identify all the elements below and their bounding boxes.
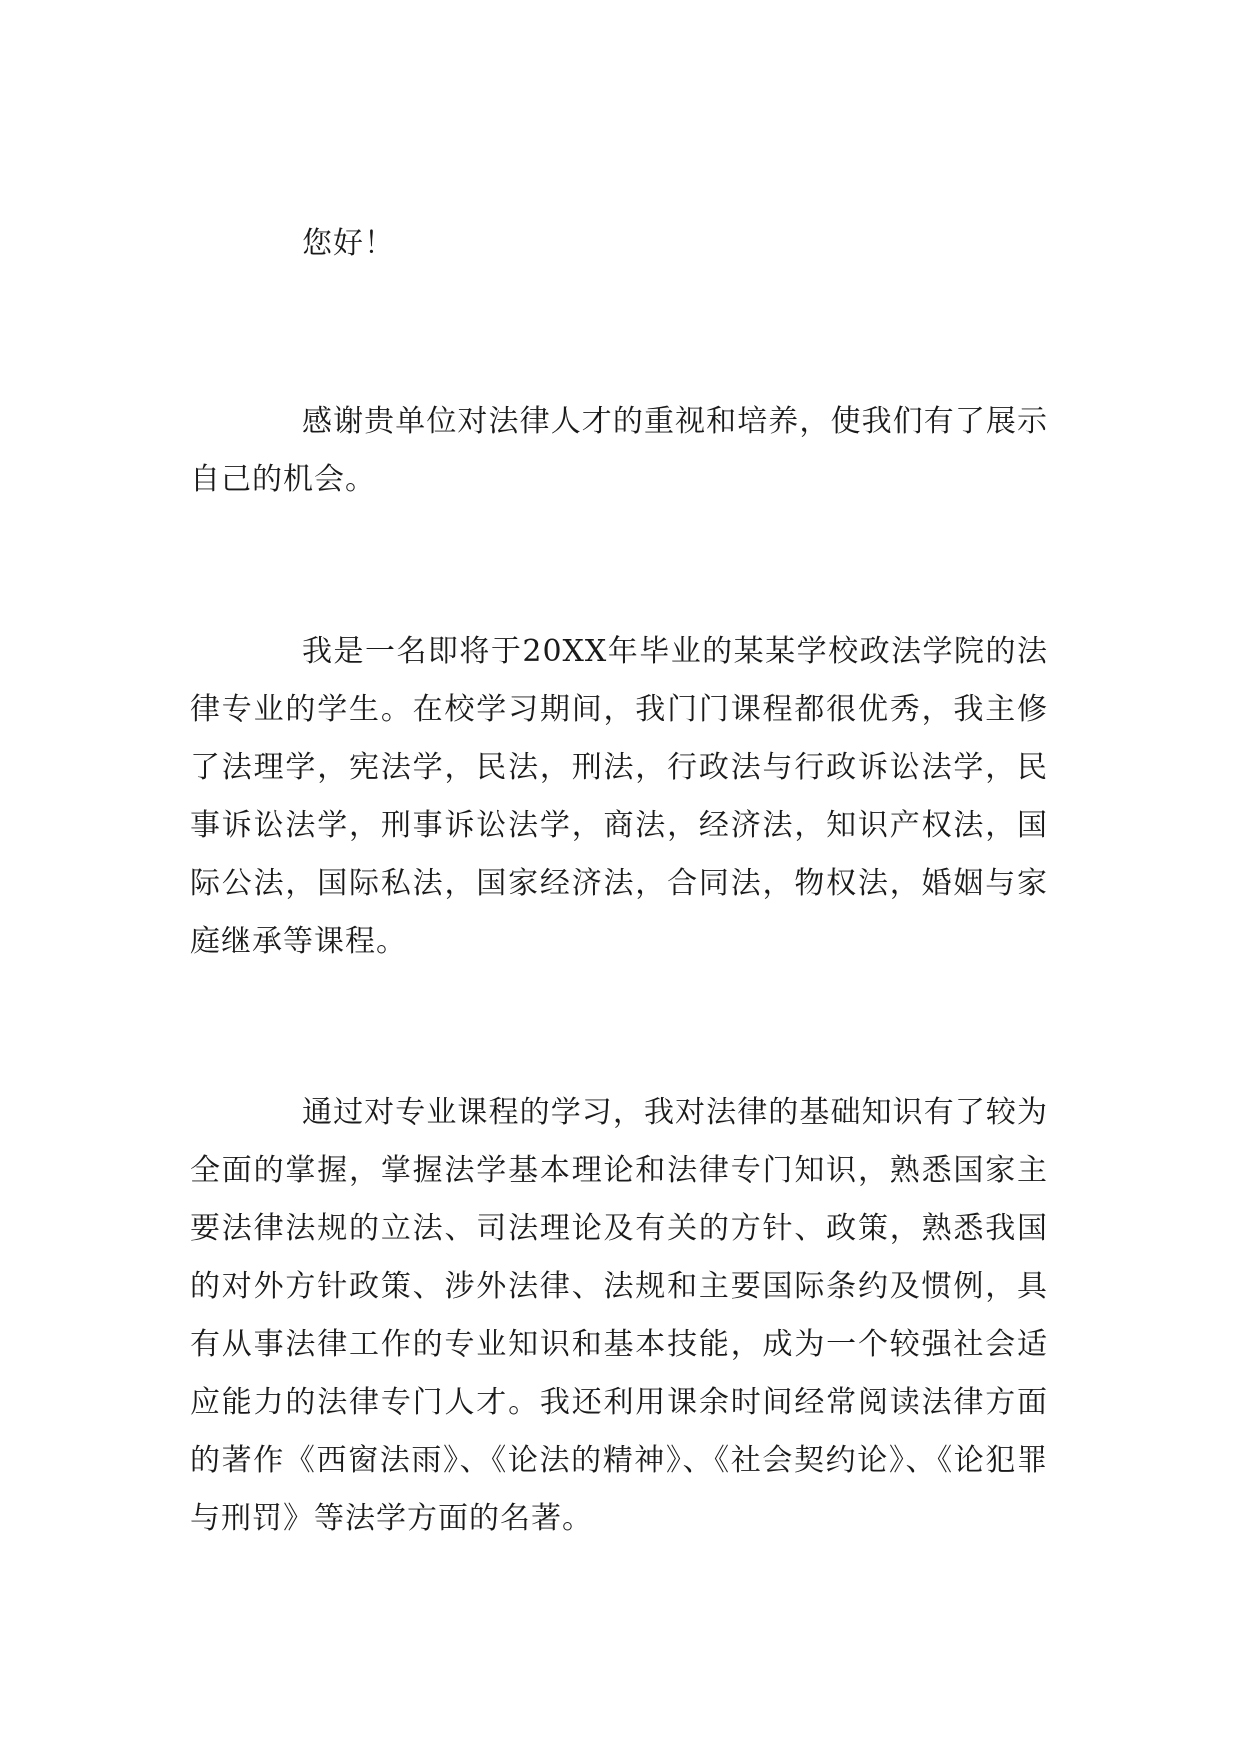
greeting-line: 您好！ (302, 226, 395, 261)
paragraph-knowledge: 通过对专业课程的学习，我对法律的基础知识有了较为全面的掌握，掌握法学基本理论和法律专门知识，熟悉国家主要法律法规的立法、司法理论及有关的方针、政策，熟悉我国的对外方针政策、涉外法律、法规和主要国际条约及惯例，具有从事法律工作的专业知识和基本技能，成为一个较强社会适应能力的法律专门人才。我还利用课余时间经常阅读法律方面的著作《西窗法雨》、《论法的精神》、《社会契约论》、《论犯罪与刑罚》等法学方面的名著。 (190, 1095, 1048, 1536)
paragraph-introduction: 我是一名即将于20XX年毕业的某某学校政法学院的法律专业的学生。在校学习期间，我门门课程都很优秀，我主修了法理学，宪法学，民法，刑法，行政法与行政诉讼法学，民事诉讼法学，刑事诉讼法学，商法，经济法，知识产权法，国际公法，国际私法，国家经济法，合同法，物权法，婚姻与家庭继承等课程。 (190, 634, 1048, 959)
paragraph-thanks: 感谢贵单位对法律人才的重视和培养，使我们有了展示自己的机会。 (190, 404, 1048, 497)
